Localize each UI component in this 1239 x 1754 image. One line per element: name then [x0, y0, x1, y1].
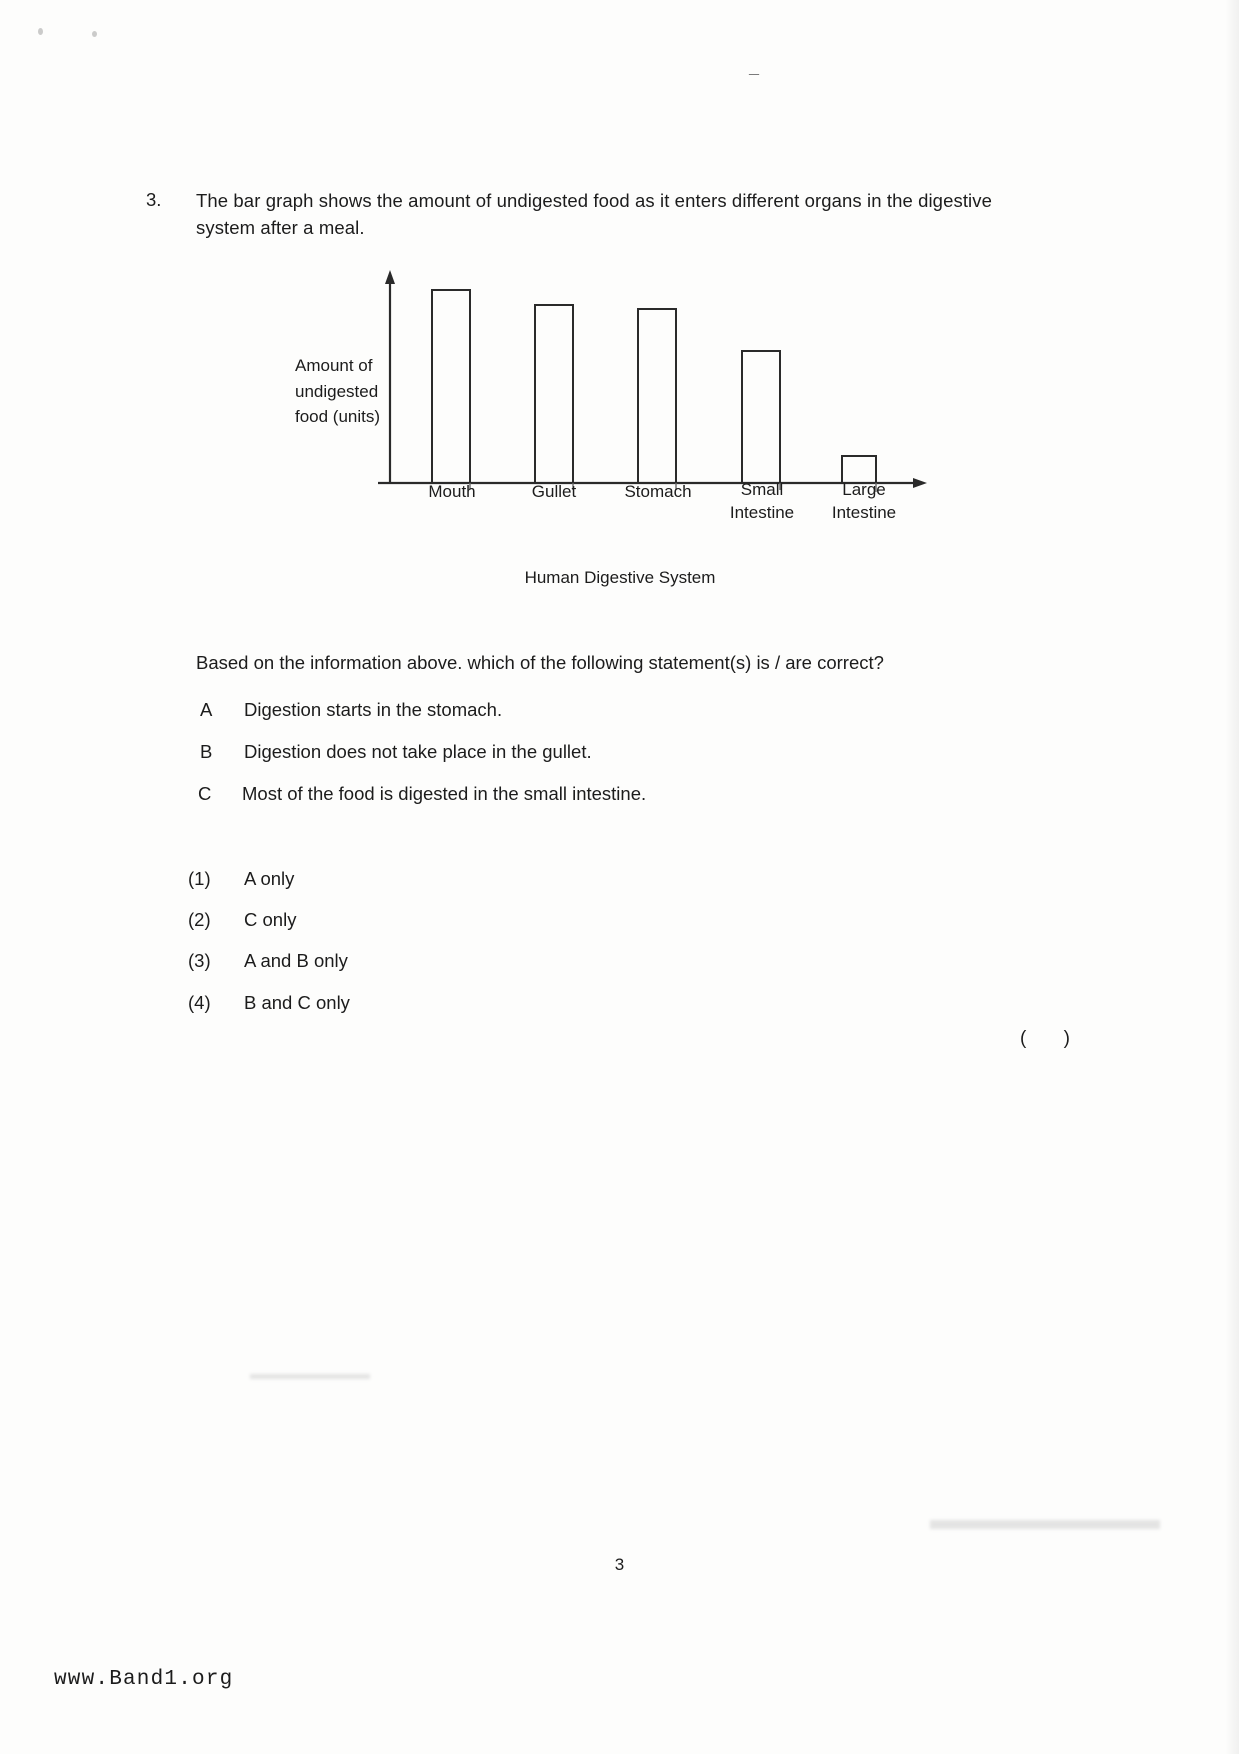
bar-chart: [280, 268, 960, 598]
bar-small-intestine: [742, 351, 780, 483]
statement-b-letter: B: [200, 741, 213, 762]
x-label-small-intestine: [712, 479, 812, 525]
x-label-mouth: Mouth: [428, 482, 476, 501]
x-label-small-intestine-line2: Intestine: [729, 502, 795, 522]
option-2[interactable]: [188, 909, 296, 931]
x-label-stomach: Stomach: [624, 482, 692, 501]
x-label-gullet: Gullet: [531, 482, 577, 501]
y-axis-label-line-2: undigested: [295, 381, 379, 401]
statement-c-letter: C: [198, 783, 212, 804]
option-2-text: C only: [244, 909, 297, 930]
option-2-number: (2): [188, 909, 211, 930]
statement-b-text: Digestion does not take place in the gullet.: [244, 741, 592, 762]
bar-mouth: [432, 290, 470, 483]
chart-caption: Human Digestive System: [524, 568, 716, 587]
scan-artifact: –: [749, 62, 759, 84]
option-4-text: B and C only: [244, 992, 350, 1013]
statement-c: [198, 783, 646, 805]
y-axis-label-line-1: Amount of: [295, 356, 373, 375]
option-4[interactable]: [188, 992, 350, 1014]
y-axis-label-line-3: food (units): [295, 407, 381, 426]
option-3-text: A and B only: [244, 950, 348, 971]
x-axis-category-labels: [370, 481, 950, 551]
question-prompt: Based on the information above. which of the following statement(s) is / are correct?: [196, 652, 884, 673]
option-3[interactable]: [188, 950, 348, 972]
x-label-large-intestine: [810, 479, 918, 525]
scan-smudge: [930, 1520, 1160, 1529]
option-4-number: (4): [188, 992, 211, 1013]
option-1[interactable]: [188, 868, 294, 890]
scan-smudge: [250, 1374, 370, 1379]
option-3-number: (3): [188, 950, 211, 971]
statement-a-text: Digestion starts in the stomach.: [244, 699, 503, 720]
page-number: 3: [614, 1555, 625, 1574]
bar-stomach: [638, 309, 676, 483]
question-number: 3.: [146, 189, 162, 210]
y-axis-arrowhead: [385, 270, 395, 284]
option-1-text: A only: [244, 868, 295, 889]
statement-a: [200, 699, 502, 721]
footer-watermark: www.Band1.org: [54, 1668, 234, 1691]
statement-c-text: Most of the food is digested in the small intestine.: [242, 783, 647, 804]
option-1-number: (1): [188, 868, 211, 889]
scan-speck: [92, 31, 97, 37]
scan-edge-shadow: [1225, 0, 1239, 1754]
x-label-small-intestine-line1: Small: [740, 480, 784, 499]
answer-bracket[interactable]: ( ): [1020, 1028, 1086, 1049]
statement-b: [200, 741, 592, 763]
x-label-large-intestine-line1: Large: [842, 480, 886, 499]
x-label-large-intestine-line2: Intestine: [831, 502, 897, 522]
question-text: The bar graph shows the amount of undigested food as it enters different organs in the digestive system after a meal.: [196, 190, 993, 238]
statement-a-letter: A: [200, 699, 213, 720]
bar-gullet: [535, 305, 573, 483]
scan-speck: [38, 28, 43, 35]
